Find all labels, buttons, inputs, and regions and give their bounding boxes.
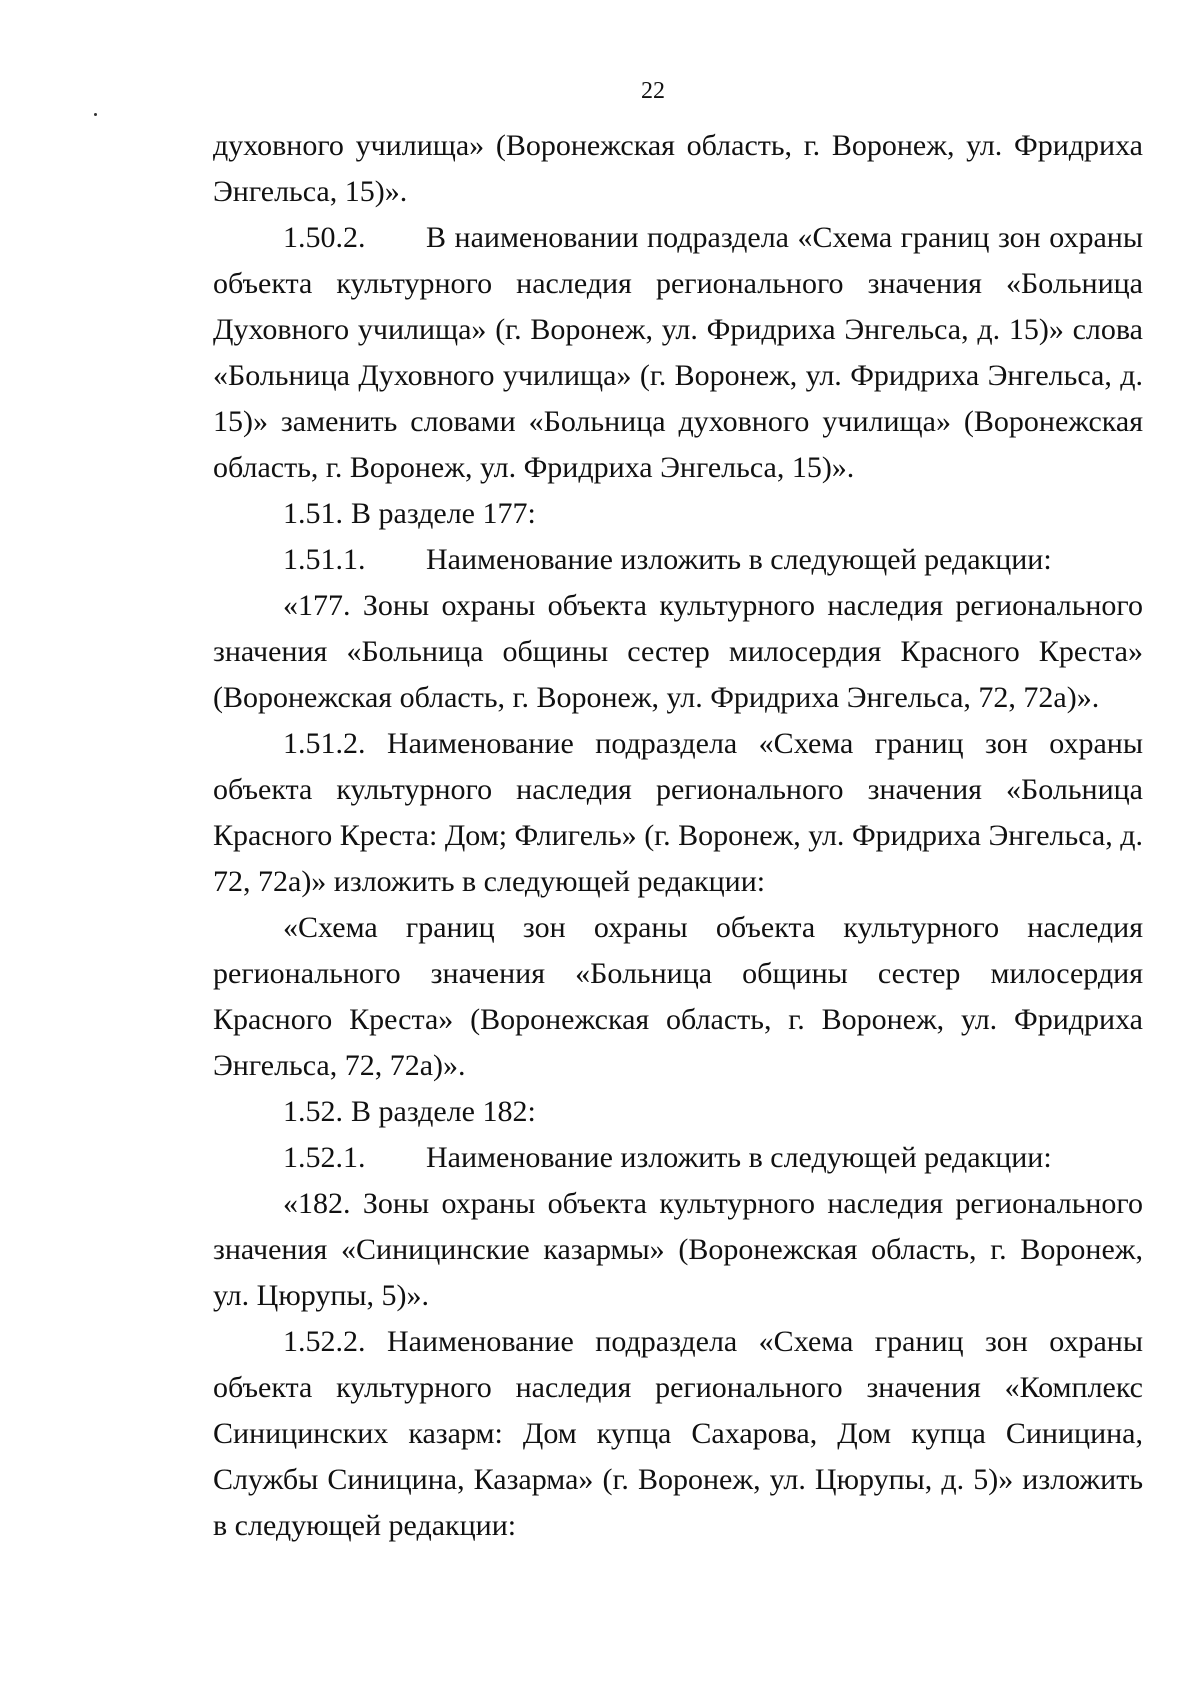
paragraph-number: 1.52.1. (283, 1141, 366, 1174)
paragraph-1-51-2 (213, 721, 1143, 905)
paragraph-1-51 (213, 491, 1143, 537)
page-number: 22 (641, 78, 665, 104)
paragraph-number: 1.51.1. (283, 543, 366, 576)
paragraph-text: Наименование изложить в следующей редакции: (426, 543, 1052, 576)
paragraph-177-scheme (213, 905, 1143, 1089)
paragraph-177-title (213, 583, 1143, 721)
paragraph-text: В наименовании подраздела «Схема границ зон охраны объекта культурного наследия регионального значения «Больница Духовного училища» (г. Воронеж, ул. Фридриха Энгельса, д. 15)» слова «Больница Духовного училища» (г. Воронеж, ул. Фридриха Энгельса, д. 15)» заменить словами «Больница духовного училища» (Воронежская область, г. Воронеж, ул. Фридриха Энгельса, 15)». (213, 221, 1143, 484)
paragraph-text: 1.52.2. Наименование подраздела «Схема границ зон охраны объекта культурного наследия регионального значения «Комплекс Синицинских казарм: Дом купца Сахарова, Дом купца Синицина, Службы Синицина, Казарма» (г. Воронеж, ул. Цюрупы, д. 5)» изложить в следующей редакции: (213, 1325, 1143, 1542)
paragraph-text: 1.51.2. Наименование подраздела «Схема границ зон охраны объекта культурного наследия регионального значения «Больница Красного Креста: Дом; Флигель» (г. Воронеж, ул. Фридриха Энгельса, д. 72, 72а)» изложить в следующей редакции: (213, 727, 1143, 898)
paragraph-text: «182. Зоны охраны объекта культурного наследия регионального значения «Синицинские казармы» (Воронежская область, г. Воронеж, ул. Цюрупы, 5)». (213, 1187, 1143, 1312)
paragraph-number: 1.52. (283, 1095, 343, 1128)
paragraph-1-52-2 (213, 1319, 1143, 1549)
paragraph-continuation (213, 123, 1143, 215)
document-body (213, 123, 1143, 1549)
paragraph-1-50-2 (213, 215, 1143, 491)
paragraph-text: Наименование изложить в следующей редакции: (426, 1141, 1052, 1174)
paragraph-text: «Схема границ зон охраны объекта культурного наследия регионального значения «Больница общины сестер милосердия Красного Креста» (Воронежская область, г. Воронеж, ул. Фридриха Энгельса, 72, 72а)». (213, 911, 1143, 1082)
paragraph-1-52-1 (213, 1135, 1143, 1181)
paragraph-text: духовного училища» (Воронежская область, г. Воронеж, ул. Фридриха Энгельса, 15)». (213, 129, 1143, 208)
paragraph-text: В разделе 177: (351, 497, 536, 530)
paragraph-182-title (213, 1181, 1143, 1319)
paragraph-text: В разделе 182: (351, 1095, 536, 1128)
scan-speck (94, 113, 97, 116)
paragraph-number: 1.51. (283, 497, 343, 530)
paragraph-number: 1.50.2. (283, 221, 366, 254)
paragraph-1-52 (213, 1089, 1143, 1135)
paragraph-text: «177. Зоны охраны объекта культурного наследия регионального значения «Больница общины сестер милосердия Красного Креста» (Воронежская область, г. Воронеж, ул. Фридриха Энгельса, 72, 72а)». (213, 589, 1143, 714)
paragraph-1-51-1 (213, 537, 1143, 583)
